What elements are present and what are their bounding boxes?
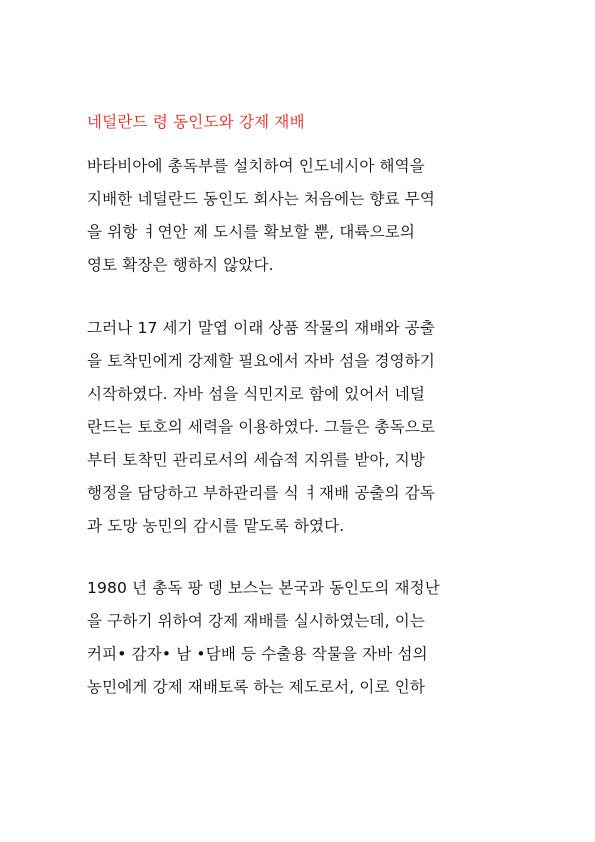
text-line: 1980 년 총독 팡 뎅 보스는 본국과 동인도의 재정난 (87, 579, 440, 597)
text-line: 을 구하기 위하여 강제 재배를 실시하였는데, 이는 (87, 612, 426, 630)
document-title: 네덜란드 령 동인도와 강제 재배 (87, 113, 305, 131)
text-line: 과 도망 농민의 감시를 맡도록 하였다. (87, 517, 345, 535)
text-line: 영토 확장은 행하지 않았다. (87, 256, 274, 274)
text-line: 커피• 감자• 남 •담배 등 수출용 작물을 자바 섬의 (87, 645, 428, 663)
text-line: 바타비아에 총독부를 설치하여 인도네시아 해역을 (87, 157, 425, 175)
text-line: 지배한 네덜란드 동인도 회사는 처음에는 향료 무역 (87, 190, 436, 208)
text-line: 란드는 토호의 세력을 이용하였다. 그들은 총독으로 (87, 418, 436, 436)
text-line: 농민에게 강제 재배토록 하는 제도로서, 이로 인하 (87, 678, 426, 696)
paragraph-2 (87, 312, 517, 543)
text-line: 부터 토착민 관리로서의 세습적 지위를 받아, 지방 (87, 451, 426, 469)
text-line: 을 토착민에게 강제할 필요에서 자바 섬을 경영하기 (87, 352, 436, 370)
paragraph-3 (87, 572, 517, 704)
text-line: 행정을 담당하고 부하관리를 식 ㅕ재배 공출의 감독 (87, 484, 436, 502)
paragraph-1 (87, 150, 517, 282)
text-line: 그러나 17 세기 말엽 이래 상품 작물의 재배와 공출 (87, 319, 435, 337)
text-line: 을 위항 ㅕ연안 제 도시를 확보할 뿐, 대륙으로의 (87, 223, 415, 241)
text-line: 시작하였다. 자바 섬을 식민지로 함에 있어서 네덜 (87, 385, 426, 403)
